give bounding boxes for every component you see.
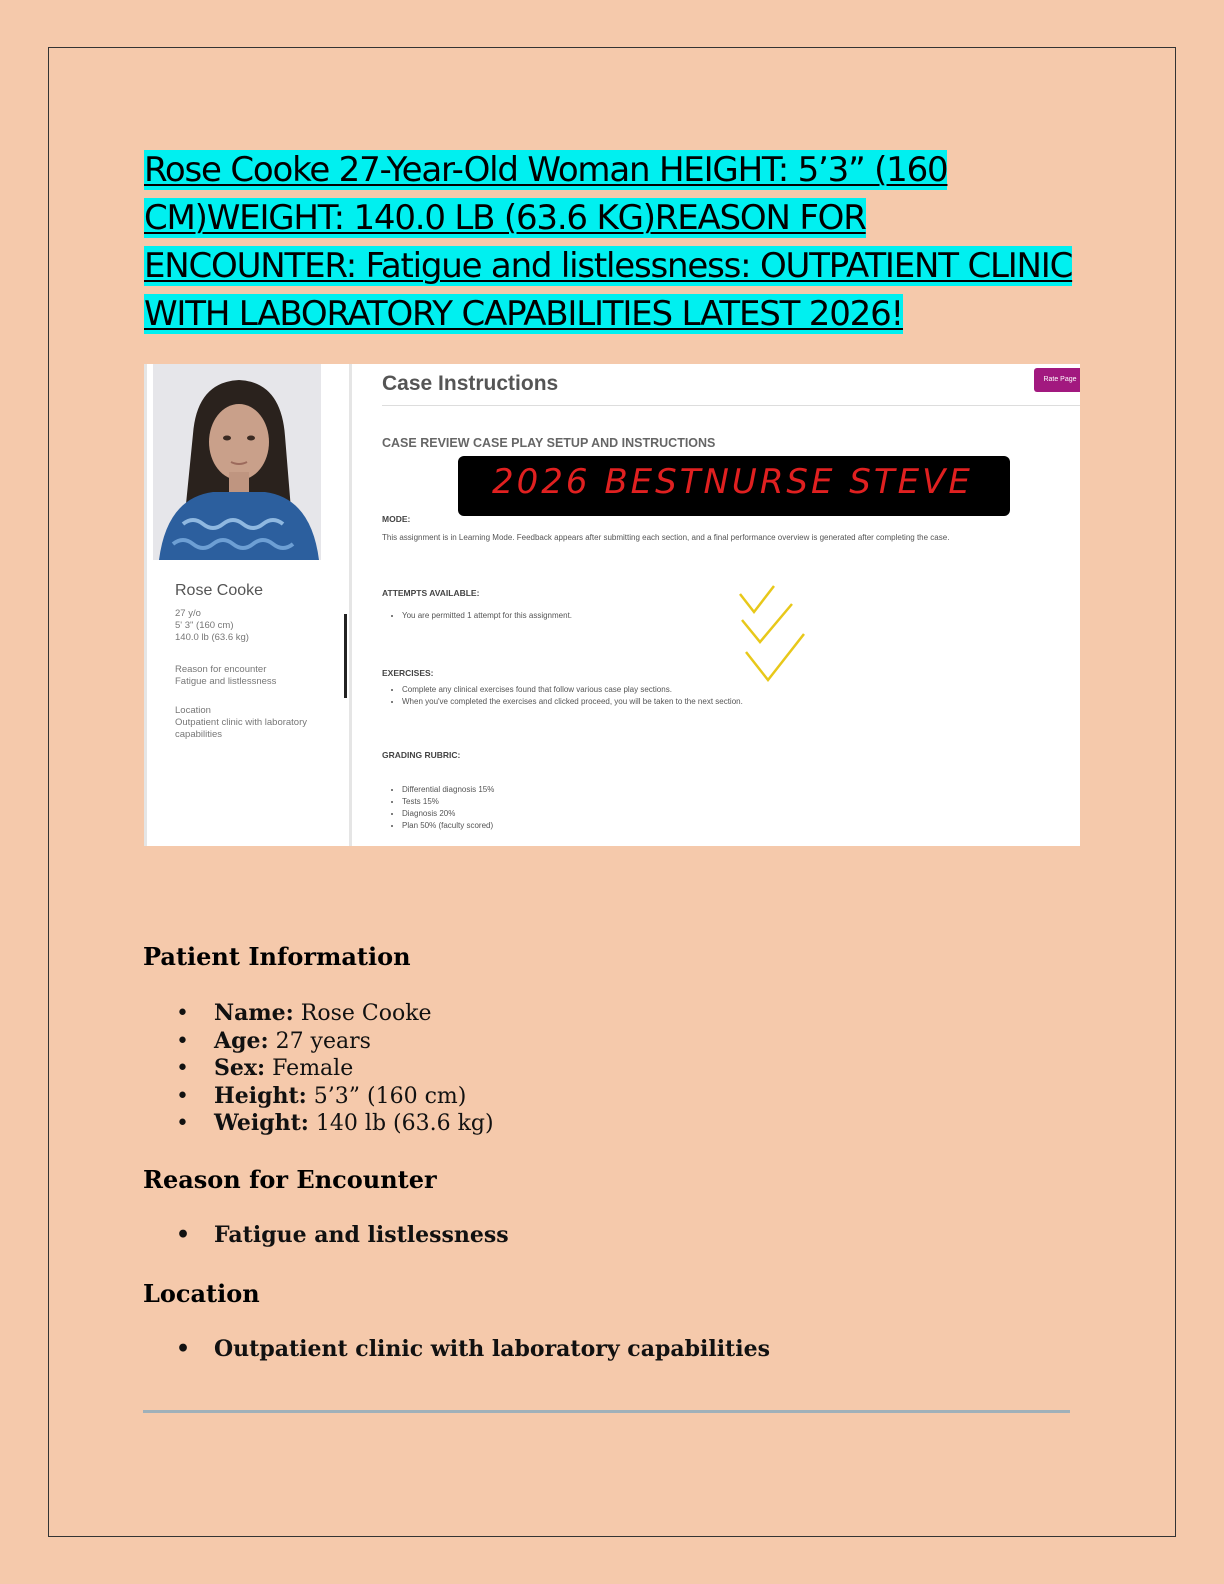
- sidebar-location-label: Location: [175, 705, 211, 716]
- mode-text: This assignment is in Learning Mode. Feedback appears after submitting each section, and a final performance overview is generated after completing the case.: [382, 533, 950, 542]
- grading-label: GRADING RUBRIC:: [382, 750, 461, 760]
- list-item: • Sex: Female: [176, 1055, 494, 1083]
- redaction-bar: [458, 456, 1010, 516]
- exercises-list: [390, 684, 743, 708]
- patient-avatar: [153, 364, 321, 560]
- patient-info-list: [176, 1000, 494, 1138]
- list-item: • Differential diagnosis 15%: [402, 784, 494, 796]
- location-heading: Location: [143, 1279, 260, 1308]
- sidebar-age: 27 y/o: [175, 608, 201, 619]
- sidebar-reason-label: Reason for encounter: [175, 664, 267, 675]
- list-item: • When you've completed the exercises and clicked proceed, you will be taken to the next section.: [402, 696, 743, 708]
- reason-list: [176, 1222, 509, 1250]
- exercises-label: EXERCISES:: [382, 668, 434, 678]
- location-list: [176, 1336, 770, 1364]
- case-subtitle: CASE REVIEW CASE PLAY SETUP AND INSTRUCTIONS: [382, 436, 716, 450]
- reason-heading: Reason for Encounter: [143, 1165, 437, 1194]
- checkmark-icon: [732, 582, 822, 692]
- list-item: • Weight: 140 lb (63.6 kg): [176, 1110, 494, 1138]
- list-item: • You are permitted 1 attempt for this assignment.: [402, 610, 572, 622]
- watermark-text: 2026 BESTNURSE STEVE: [492, 462, 973, 502]
- sidebar-vitals: [175, 608, 249, 644]
- list-item: • Plan 50% (faculty scored): [402, 820, 494, 832]
- sidebar-weight: 140.0 lb (63.6 kg): [175, 632, 249, 643]
- list-item: • Fatigue and listlessness: [176, 1222, 509, 1250]
- list-item: • Tests 15%: [402, 796, 494, 808]
- sidebar-reason: [175, 664, 276, 688]
- list-item: • Complete any clinical exercises found that follow various case play sections.: [402, 684, 743, 696]
- case-instructions-panel: [382, 364, 1080, 846]
- list-item: • Height: 5’3” (160 cm): [176, 1083, 494, 1111]
- patient-info-heading: Patient Information: [143, 942, 411, 971]
- divider: [382, 405, 1080, 406]
- sidebar-scrollbar[interactable]: [344, 614, 347, 698]
- rate-page-button[interactable]: Rate Page: [1034, 368, 1080, 392]
- patient-sidebar: [144, 364, 352, 846]
- attempts-list: [390, 610, 572, 622]
- horizontal-rule: [143, 1410, 1070, 1413]
- list-item: • Name: Rose Cooke: [176, 1000, 494, 1028]
- sidebar-reason-value: Fatigue and listlessness: [175, 676, 277, 687]
- list-item: • Age: 27 years: [176, 1028, 494, 1056]
- attempts-label: ATTEMPTS AVAILABLE:: [382, 588, 480, 598]
- sidebar-patient-name: Rose Cooke: [175, 582, 264, 599]
- mode-label: MODE:: [382, 514, 411, 524]
- sidebar-location-value: Outpatient clinic with laboratory capabilities: [175, 717, 308, 740]
- sidebar-height: 5' 3" (160 cm): [175, 620, 234, 631]
- case-screenshot: [144, 364, 1080, 846]
- grading-list: [390, 784, 494, 832]
- sidebar-location: [175, 705, 335, 741]
- list-item: • Outpatient clinic with laboratory capabilities: [176, 1336, 770, 1364]
- document-title: Rose Cooke 27-Year-Old Woman HEIGHT: 5’3” (160 CM)WEIGHT: 140.0 LB (63.6 KG)REASON FOR ENCOUNTER: Fatigue and listlessness: OUTPATIENT CLINIC WITH LABORATORY CAPABILITIES LATEST 2026!: [144, 150, 1073, 334]
- list-item: • Diagnosis 20%: [402, 808, 494, 820]
- case-instructions-title: Case Instructions: [382, 372, 559, 395]
